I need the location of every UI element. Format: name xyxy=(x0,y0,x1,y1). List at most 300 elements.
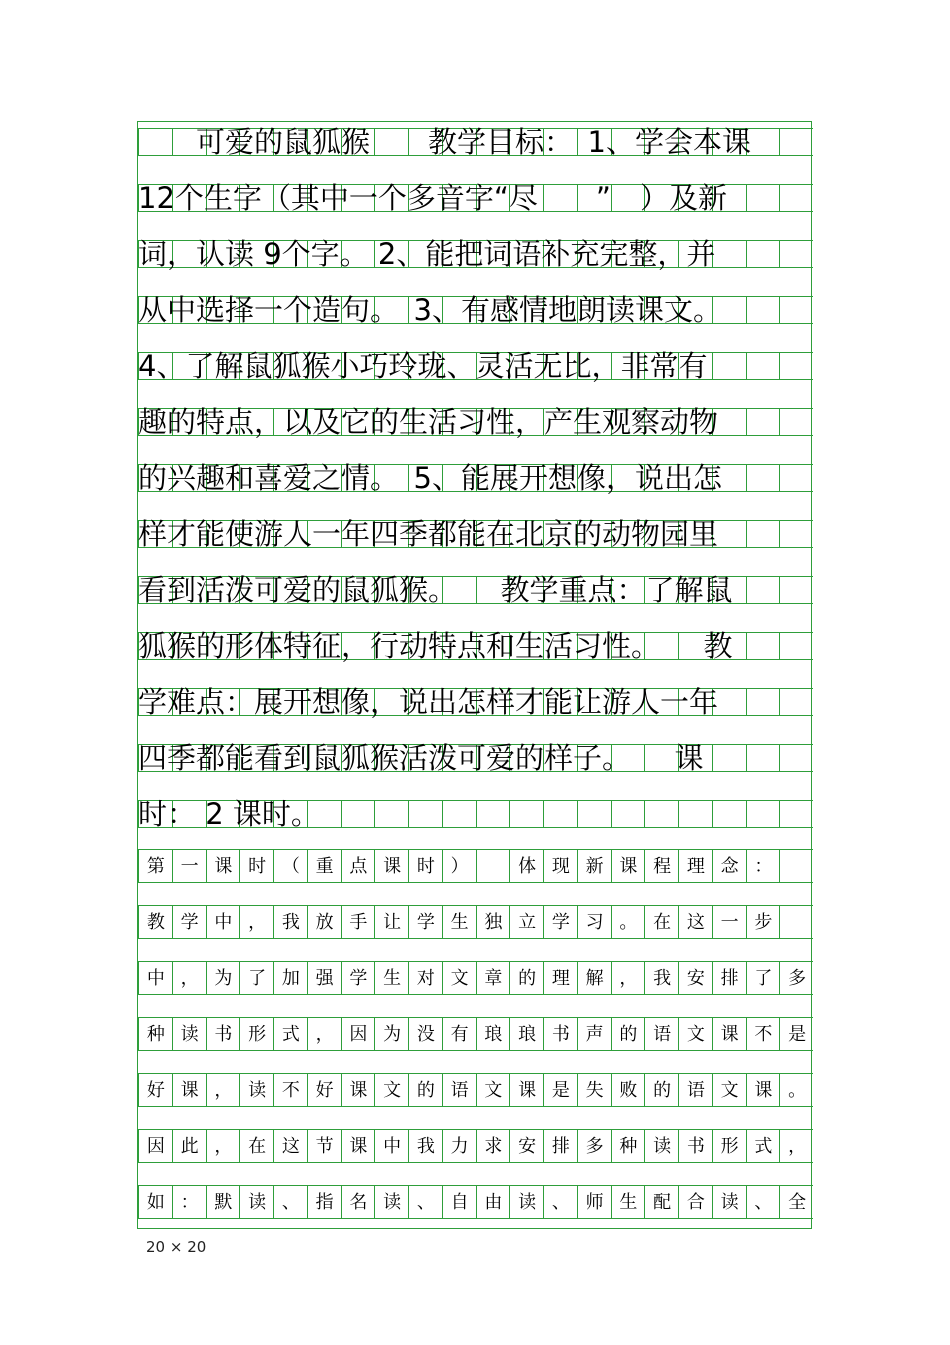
grid-character: 多 xyxy=(788,968,807,989)
grid-character: 让 xyxy=(383,912,402,933)
grid-character: 课 xyxy=(518,1080,537,1101)
grid-character: 中 xyxy=(146,968,165,989)
grid-cell xyxy=(476,961,510,995)
grid-cell xyxy=(476,1185,510,1219)
grid-character: 独 xyxy=(484,912,503,933)
grid-cell xyxy=(712,1017,746,1051)
grid-character: 的 xyxy=(416,1080,435,1101)
grid-character: 学 xyxy=(349,968,368,989)
grid-cell xyxy=(509,961,543,995)
grid-cell xyxy=(206,1129,240,1163)
upper-grid-row xyxy=(138,405,810,439)
grid-character: 生 xyxy=(450,912,469,933)
grid-cell xyxy=(746,1185,780,1219)
grid-cell xyxy=(577,1129,611,1163)
grid-character: 形 xyxy=(720,1136,739,1157)
grid-cell xyxy=(543,800,577,828)
grid-cell xyxy=(341,849,375,883)
grid-character: 全 xyxy=(788,1192,807,1213)
grid-character: 名 xyxy=(349,1192,368,1213)
grid-character: 念 xyxy=(720,856,739,877)
grid-cell xyxy=(138,961,172,995)
grid-cell xyxy=(206,1185,240,1219)
grid-cell xyxy=(746,688,780,716)
grid-character: 现 xyxy=(551,856,570,877)
grid-cell xyxy=(543,961,577,995)
grid-character: 中 xyxy=(383,1136,402,1157)
grid-cell xyxy=(509,905,543,939)
upper-grid-row xyxy=(138,181,810,215)
grid-cell xyxy=(442,905,476,939)
upper-grid-row xyxy=(138,461,810,495)
grid-character: 读 xyxy=(248,1080,267,1101)
grid-cell xyxy=(779,240,813,268)
grid-character: 课 xyxy=(720,1024,739,1045)
grid-cell xyxy=(273,1129,307,1163)
grid-cell xyxy=(712,352,746,380)
grid-character: 了 xyxy=(248,968,267,989)
grid-character: 因 xyxy=(349,1024,368,1045)
grid-character: 读 xyxy=(518,1192,537,1213)
grid-character: 。 xyxy=(788,1080,807,1101)
grid-character: 、 xyxy=(416,1192,435,1213)
grid-cell xyxy=(746,1017,780,1051)
grid-cell xyxy=(543,1185,577,1219)
grid-cell xyxy=(543,1129,577,1163)
grid-character: 不 xyxy=(281,1080,300,1101)
grid-character: 不 xyxy=(754,1024,773,1045)
grid-cell xyxy=(712,800,746,828)
grid-cell xyxy=(577,849,611,883)
grid-cell xyxy=(779,632,813,660)
grid-cell xyxy=(678,849,712,883)
grid-character: ： xyxy=(754,856,773,877)
grid-character: 生 xyxy=(383,968,402,989)
grid-character: 排 xyxy=(551,1136,570,1157)
grid-cell xyxy=(408,849,442,883)
grid-cell xyxy=(746,464,780,492)
grid-cell xyxy=(611,1073,645,1107)
grid-row xyxy=(138,1073,810,1107)
grid-cell xyxy=(779,352,813,380)
grid-cell xyxy=(374,905,408,939)
upper-text-line: 狐猴的形体特征，行动特点和生活习性。 教 xyxy=(138,629,733,663)
grid-cell xyxy=(442,849,476,883)
grid-character: 排 xyxy=(720,968,739,989)
grid-cell xyxy=(746,905,780,939)
grid-character: 读 xyxy=(383,1192,402,1213)
grid-cell xyxy=(206,849,240,883)
grid-character: 因 xyxy=(146,1136,165,1157)
grid-character: 步 xyxy=(754,912,773,933)
grid-cell xyxy=(206,961,240,995)
grid-character: 学 xyxy=(551,912,570,933)
grid-cell xyxy=(746,961,780,995)
grid-cell xyxy=(273,1073,307,1107)
grid-cell xyxy=(374,1129,408,1163)
grid-size-label: 20 × 20 xyxy=(146,1238,207,1256)
grid-character: 好 xyxy=(315,1080,334,1101)
grid-cell xyxy=(509,1017,543,1051)
grid-character: 我 xyxy=(281,912,300,933)
upper-grid-row xyxy=(138,685,810,719)
grid-cell xyxy=(779,464,813,492)
grid-character: 为 xyxy=(214,968,233,989)
grid-cell xyxy=(779,520,813,548)
grid-cell xyxy=(746,744,780,772)
grid-character: 、 xyxy=(754,1192,773,1213)
grid-cell xyxy=(239,1129,273,1163)
grid-character: 式 xyxy=(754,1136,773,1157)
grid-cell xyxy=(779,744,813,772)
grid-cell xyxy=(746,408,780,436)
grid-cell xyxy=(577,1185,611,1219)
grid-character: 、 xyxy=(551,1192,570,1213)
grid-cell xyxy=(206,1017,240,1051)
grid-character: 课 xyxy=(383,856,402,877)
grid-cell xyxy=(644,800,678,828)
grid-cell xyxy=(476,849,510,883)
upper-grid-row xyxy=(138,741,810,775)
upper-grid-row xyxy=(138,797,810,831)
upper-grid-row xyxy=(138,349,810,383)
grid-cell xyxy=(239,849,273,883)
grid-cell xyxy=(712,1129,746,1163)
grid-character: 如 xyxy=(146,1192,165,1213)
grid-character: 程 xyxy=(653,856,672,877)
grid-character: 习 xyxy=(585,912,604,933)
grid-character: ， xyxy=(214,1080,233,1101)
upper-text-line: 趣的特点，以及它的生活习性，产生观察动物 xyxy=(138,405,719,439)
grid-character: 一 xyxy=(720,912,739,933)
grid-cell xyxy=(307,1073,341,1107)
grid-character: 课 xyxy=(180,1080,199,1101)
grid-row xyxy=(138,849,810,883)
grid-character: 我 xyxy=(653,968,672,989)
grid-cell xyxy=(374,1073,408,1107)
grid-character: 书 xyxy=(686,1136,705,1157)
grid-cell xyxy=(746,1073,780,1107)
grid-character: 的 xyxy=(653,1080,672,1101)
grid-cell xyxy=(239,1017,273,1051)
grid-cell xyxy=(374,800,408,828)
grid-cell xyxy=(611,1017,645,1051)
grid-cell xyxy=(273,849,307,883)
grid-character: 理 xyxy=(686,856,705,877)
grid-cell xyxy=(644,1017,678,1051)
grid-character: 我 xyxy=(416,1136,435,1157)
grid-row xyxy=(138,1017,810,1051)
grid-cell xyxy=(543,905,577,939)
grid-cell xyxy=(611,961,645,995)
grid-cell xyxy=(779,1129,813,1163)
grid-character: 有 xyxy=(450,1024,469,1045)
grid-character: 为 xyxy=(383,1024,402,1045)
grid-character: ） xyxy=(450,856,469,877)
grid-character: （ xyxy=(281,856,300,877)
grid-character: 是 xyxy=(788,1024,807,1045)
grid-cell xyxy=(779,128,813,156)
grid-cell xyxy=(746,1129,780,1163)
grid-cell xyxy=(779,296,813,324)
grid-cell xyxy=(678,1185,712,1219)
grid-character: 安 xyxy=(518,1136,537,1157)
grid-cell xyxy=(678,1017,712,1051)
grid-cell xyxy=(779,1185,813,1219)
grid-cell xyxy=(779,408,813,436)
grid-character: 教 xyxy=(146,912,165,933)
grid-cell xyxy=(611,1129,645,1163)
grid-character: 语 xyxy=(450,1080,469,1101)
grid-cell xyxy=(644,1073,678,1107)
grid-character: 解 xyxy=(585,968,604,989)
grid-cell xyxy=(577,800,611,828)
grid-cell xyxy=(273,1017,307,1051)
grid-cell xyxy=(644,1129,678,1163)
grid-character: 时 xyxy=(416,856,435,877)
upper-text-line: 时： 2 课时。 xyxy=(138,797,320,831)
grid-cell xyxy=(611,905,645,939)
grid-cell xyxy=(206,1073,240,1107)
upper-grid-row xyxy=(138,237,810,271)
grid-row xyxy=(138,905,810,939)
grid-character: 琅 xyxy=(484,1024,503,1045)
grid-cell xyxy=(374,961,408,995)
grid-cell xyxy=(307,905,341,939)
upper-grid-row xyxy=(138,517,810,551)
grid-cell xyxy=(509,849,543,883)
grid-cell xyxy=(644,961,678,995)
grid-cell xyxy=(746,520,780,548)
grid-cell xyxy=(611,800,645,828)
grid-character: 加 xyxy=(281,968,300,989)
grid-cell xyxy=(239,1185,273,1219)
grid-character: 立 xyxy=(518,912,537,933)
grid-character: 这 xyxy=(686,912,705,933)
grid-character: ， xyxy=(214,1136,233,1157)
grid-cell xyxy=(476,1017,510,1051)
grid-cell xyxy=(307,1129,341,1163)
grid-cell xyxy=(746,576,780,604)
grid-cell xyxy=(678,905,712,939)
grid-cell xyxy=(138,1129,172,1163)
grid-cell xyxy=(712,1073,746,1107)
grid-cell xyxy=(374,1185,408,1219)
grid-row xyxy=(138,1129,810,1163)
grid-character: 书 xyxy=(214,1024,233,1045)
grid-cell xyxy=(746,800,780,828)
grid-cell xyxy=(273,1185,307,1219)
grid-cell xyxy=(712,1185,746,1219)
grid-character: 语 xyxy=(653,1024,672,1045)
grid-cell xyxy=(442,1017,476,1051)
grid-cell xyxy=(746,240,780,268)
grid-cell xyxy=(712,849,746,883)
grid-character: 课 xyxy=(619,856,638,877)
upper-text-line: 样才能使游人一年四季都能在北京的动物园里 xyxy=(138,517,719,551)
grid-cell xyxy=(779,576,813,604)
grid-character: 种 xyxy=(146,1024,165,1045)
grid-cell xyxy=(543,1073,577,1107)
grid-character: 读 xyxy=(248,1192,267,1213)
grid-cell xyxy=(239,961,273,995)
grid-cell xyxy=(172,1073,206,1107)
upper-text-line: 看到活泼可爱的鼠狐猴。 教学重点：了解鼠 xyxy=(138,573,733,607)
grid-character: 第 xyxy=(146,856,165,877)
grid-character: 课 xyxy=(349,1136,368,1157)
upper-text-line: 12个生字（其中一个多音字“尽 ” ）及新 xyxy=(138,181,727,215)
grid-character: ， xyxy=(619,968,638,989)
grid-cell xyxy=(678,800,712,828)
grid-cell xyxy=(746,296,780,324)
grid-character: 生 xyxy=(619,1192,638,1213)
grid-character: 好 xyxy=(146,1080,165,1101)
grid-cell xyxy=(307,1185,341,1219)
grid-character: 点 xyxy=(349,856,368,877)
grid-character: 体 xyxy=(518,856,537,877)
grid-cell xyxy=(476,1129,510,1163)
upper-text-line: 4、了解鼠狐猴小巧玲珑、灵活无比，非常有 xyxy=(138,349,708,383)
grid-cell xyxy=(509,1185,543,1219)
grid-cell xyxy=(779,905,813,939)
grid-cell xyxy=(408,905,442,939)
grid-character: 理 xyxy=(551,968,570,989)
grid-cell xyxy=(442,1129,476,1163)
grid-character: 。 xyxy=(619,912,638,933)
grid-character: ， xyxy=(315,1024,334,1045)
grid-cell xyxy=(577,1073,611,1107)
grid-cell xyxy=(307,849,341,883)
grid-cell xyxy=(408,1017,442,1051)
grid-character: 时 xyxy=(248,856,267,877)
upper-grid-row xyxy=(138,573,810,607)
grid-character: 合 xyxy=(686,1192,705,1213)
grid-character: 书 xyxy=(551,1024,570,1045)
grid-cell xyxy=(408,800,442,828)
grid-cell xyxy=(712,961,746,995)
grid-cell xyxy=(273,905,307,939)
grid-character: 学 xyxy=(180,912,199,933)
grid-cell xyxy=(341,961,375,995)
grid-character: 没 xyxy=(416,1024,435,1045)
grid-character: 在 xyxy=(653,912,672,933)
grid-cell xyxy=(172,1129,206,1163)
grid-cell xyxy=(644,1185,678,1219)
grid-character: 、 xyxy=(281,1192,300,1213)
grid-character: 求 xyxy=(484,1136,503,1157)
grid-cell xyxy=(746,352,780,380)
grid-cell xyxy=(712,240,746,268)
grid-character: 文 xyxy=(383,1080,402,1101)
grid-character: 读 xyxy=(180,1024,199,1045)
grid-cell xyxy=(138,1185,172,1219)
grid-character: ， xyxy=(248,912,267,933)
grid-cell xyxy=(442,1185,476,1219)
grid-cell xyxy=(138,905,172,939)
grid-character: 对 xyxy=(416,968,435,989)
grid-character: ， xyxy=(180,968,199,989)
grid-cell xyxy=(138,1017,172,1051)
grid-cell xyxy=(644,905,678,939)
grid-character: 自 xyxy=(450,1192,469,1213)
grid-cell xyxy=(779,961,813,995)
grid-cell xyxy=(678,961,712,995)
grid-cell xyxy=(341,1073,375,1107)
grid-cell xyxy=(307,961,341,995)
upper-text-line: 词，认读 9个字。 2、能把词语补充完整，并 xyxy=(138,237,716,271)
grid-cell xyxy=(172,1017,206,1051)
upper-text-line: 四季都能看到鼠狐猴活泼可爱的样子。 课 xyxy=(138,741,704,775)
grid-cell xyxy=(577,961,611,995)
grid-character: 文 xyxy=(686,1024,705,1045)
grid-character: 章 xyxy=(484,968,503,989)
grid-character: ， xyxy=(788,1136,807,1157)
grid-cell xyxy=(746,632,780,660)
grid-cell xyxy=(239,1073,273,1107)
grid-cell xyxy=(408,961,442,995)
grid-cell xyxy=(779,1017,813,1051)
grid-cell xyxy=(341,1017,375,1051)
grid-character: 形 xyxy=(248,1024,267,1045)
grid-cell xyxy=(509,1073,543,1107)
grid-character: 课 xyxy=(214,856,233,877)
grid-character: 强 xyxy=(315,968,334,989)
grid-cell xyxy=(746,849,780,883)
grid-cell xyxy=(779,1073,813,1107)
grid-cell xyxy=(172,905,206,939)
grid-cell xyxy=(442,800,476,828)
grid-character: 中 xyxy=(214,912,233,933)
grid-character: 安 xyxy=(686,968,705,989)
grid-character: 手 xyxy=(349,912,368,933)
grid-row xyxy=(138,1185,810,1219)
grid-cell xyxy=(543,849,577,883)
grid-character: 种 xyxy=(619,1136,638,1157)
grid-character: 在 xyxy=(248,1136,267,1157)
grid-cell xyxy=(273,961,307,995)
grid-cell xyxy=(138,849,172,883)
grid-character: ： xyxy=(180,1192,199,1213)
grid-character: 一 xyxy=(180,856,199,877)
grid-cell xyxy=(779,688,813,716)
grid-cell xyxy=(779,800,813,828)
grid-character: 指 xyxy=(315,1192,334,1213)
grid-character: 的 xyxy=(619,1024,638,1045)
grid-character: 课 xyxy=(349,1080,368,1101)
grid-character: 文 xyxy=(720,1080,739,1101)
grid-cell xyxy=(172,849,206,883)
grid-cell xyxy=(678,1129,712,1163)
grid-cell xyxy=(138,1073,172,1107)
grid-cell xyxy=(712,744,746,772)
grid-character: 读 xyxy=(720,1192,739,1213)
grid-cell xyxy=(341,1185,375,1219)
grid-cell xyxy=(746,184,780,212)
grid-cell xyxy=(678,1073,712,1107)
grid-character: 失 xyxy=(585,1080,604,1101)
grid-cell xyxy=(307,1017,341,1051)
grid-cell xyxy=(476,905,510,939)
grid-character: 多 xyxy=(585,1136,604,1157)
grid-cell xyxy=(509,800,543,828)
grid-row xyxy=(138,961,810,995)
grid-character: 式 xyxy=(281,1024,300,1045)
upper-text-line: 可爱的鼠狐猴 教学目标： 1、学会本课 xyxy=(138,125,751,159)
upper-grid-row xyxy=(138,293,810,327)
grid-character: 新 xyxy=(585,856,604,877)
grid-cell xyxy=(408,1129,442,1163)
grid-cell xyxy=(172,1185,206,1219)
